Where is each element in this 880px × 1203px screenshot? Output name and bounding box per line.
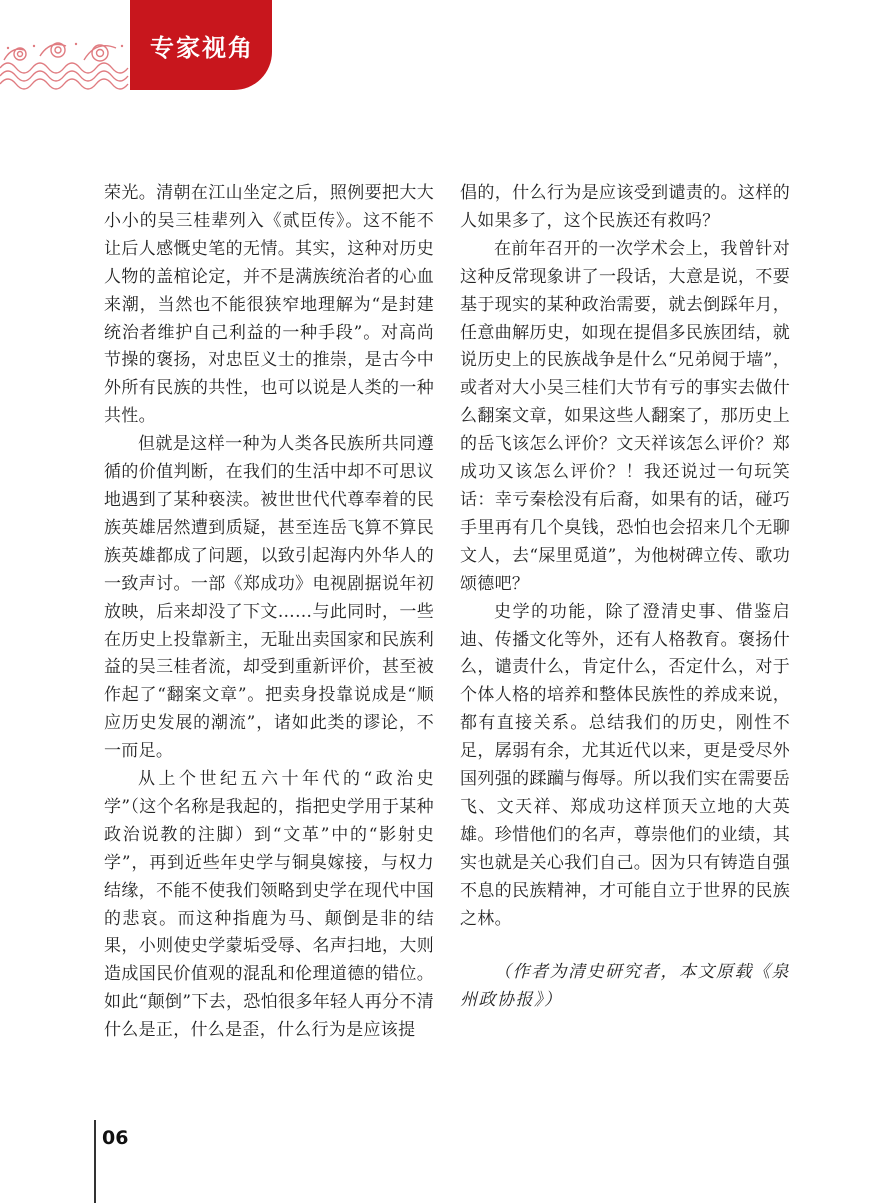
paragraph: 在前年召开的一次学术会上，我曾针对这种反常现象讲了一段话，大意是说，不要基于现实的某种政治需要，就去倒踩年月，任意曲解历史，如现在提倡多民族团结，就说历史上的民族战争是什么“兄弟阋于墙”，或者对大小吴三桂们大节有亏的事实去做什么翻案文章，如果这些人翻案了，那历史上的岳飞该怎么评价？文天祥该怎么评价？郑成功又该怎么评价？！我还说过一句玩笑话：幸亏秦桧没有后裔，如果有的话，碰巧手里再有几个臭钱，恐怕也会招来几个无聊文人，去“屎里觅道”，为他树碑立传、歌功颂德吧？ [460, 238, 790, 594]
section-title: 专家视角 [150, 34, 254, 62]
left-column [104, 180, 434, 1045]
page-number: 06 [102, 1127, 129, 1149]
paragraph: 从上个世纪五六十年代的“政治史学”（这个名称是我起的，指把史学用于某种政治说教的注脚）到“文革”中的“影射史学”，再到近些年史学与铜臭嫁接，与权力结缘，不能不使我们领略到史学在现代中国的悲哀。而这种指鹿为马、颠倒是非的结果，小则使史学蒙垢受辱、名声扫地，大则造成国民价值观的混乱和伦理道德的错位。如此“颠倒”下去，恐怕很多年轻人再分不清什么是正，什么是歪，什么行为是应该提 [104, 769, 434, 1041]
paragraph: 倡的，什么行为是应该受到谴责的。这样的人如果多了，这个民族还有救吗？ [460, 183, 790, 231]
section-header [0, 0, 272, 90]
paragraph: 但就是这样一种为人类各民族所共同遵循的价值判断，在我们的生活中却不可思议地遇到了某种亵渎。被世世代代尊奉着的民族英雄居然遭到质疑，甚至连岳飞算不算民族英雄都成了问题，以致引起海内外华人的一致声讨。一部《郑成功》电视剧据说年初放映，后来却没了下文……与此同时，一些在历史上投靠新主，无耻出卖国家和民族利益的吴三桂者流，却受到重新评价，甚至被作起了“翻案文章”。把卖身投靠说成是“顺应历史发展的潮流”，诸如此类的谬论，不一而足。 [104, 434, 434, 762]
page-number-rule [94, 1120, 96, 1203]
wave-pattern-icon [0, 40, 132, 90]
author-byline: （作者为清史研究者，本文原载《泉州政协报》） [460, 962, 790, 1011]
paragraph: 荣光。清朝在江山坐定之后，照例要把大大小小的吴三桂辈列入《贰臣传》。这不能不让后人感慨史笔的无情。其实，这种对历史人物的盖棺论定，并不是满族统治者的心血来潮，当然也不能很狭窄地理解为“是封建统治者维护自己利益的一种手段”。对高尚节操的褒扬，对忠臣义士的推崇，是古今中外所有民族的共性，也可以说是人类的一种共性。 [104, 183, 434, 427]
right-column [460, 180, 790, 1015]
paragraph: 史学的功能，除了澄清史事、借鉴启迪、传播文化等外，还有人格教育。褒扬什么，谴责什么，肯定什么，否定什么，对于个体人格的培养和整体民族性的养成来说，都有直接关系。总结我们的历史，刚性不足，孱弱有余，尤其近代以来，更是受尽外国列强的蹂躏与侮辱。所以我们实在需要岳飞、文天祥、郑成功这样顶天立地的大英雄。珍惜他们的名声，尊崇他们的业绩，其实也就是关心我们自己。因为只有铸造自强不息的民族精神，才可能自立于世界的民族之林。 [460, 601, 790, 929]
